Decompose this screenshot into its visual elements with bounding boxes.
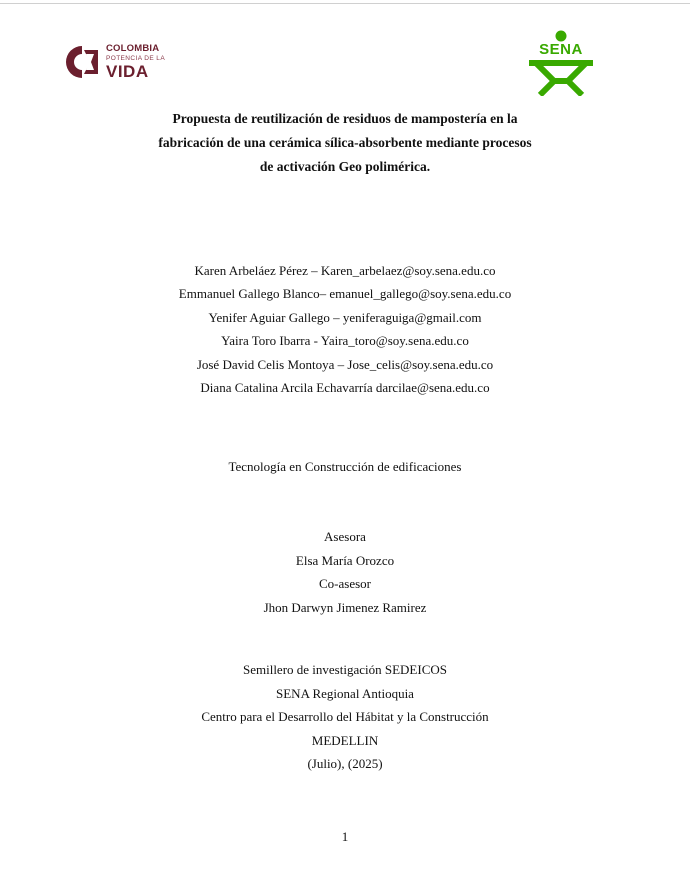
advisors-block <box>0 525 690 619</box>
logo-text-vida: VIDA <box>106 62 149 81</box>
author-entry: Yaira Toro Ibarra - Yaira_toro@soy.sena.edu.co <box>221 333 469 349</box>
title-line: fabricación de una cerámica sílica-absorbente mediante procesos <box>158 135 532 150</box>
title-line: Propuesta de reutilización de residuos de mampostería en la <box>172 111 518 126</box>
institution-block <box>0 658 690 776</box>
author-entry: Diana Catalina Arcila Echavarría darcilae@sena.edu.co <box>200 380 490 396</box>
research-group: Semillero de investigación SEDEICOS <box>242 662 447 677</box>
title-line: de activación Geo polimérica. <box>259 159 431 174</box>
logo-text-colombia: COLOMBIA <box>106 43 160 54</box>
authors-list <box>0 259 690 399</box>
coadvisor-label: Co-asesor <box>319 576 371 592</box>
colombia-logo-icon <box>64 44 100 80</box>
page-top-border <box>0 3 690 4</box>
program-name: Tecnología en Construcción de edificaciones <box>228 459 462 474</box>
colombia-potencia-de-la-vida-logo <box>64 44 165 80</box>
logo-text-potencia: POTENCIA DE LA <box>106 54 166 62</box>
document-title <box>0 107 690 179</box>
center-name: Centro para el Desarrollo del Hábitat y la Construcción <box>201 709 489 725</box>
advisor-name: Elsa María Orozco <box>295 552 395 568</box>
author-entry: Yenifer Aguiar Gallego – yeniferaguiga@gmail.com <box>208 309 482 325</box>
author-entry: José David Celis Montoya – Jose_celis@soy.sena.edu.co <box>196 356 494 372</box>
coadvisor-name: Jhon Darwyn Jimenez Ramirez <box>263 599 427 615</box>
author-entry: Karen Arbeláez Pérez – Karen_arbelaez@soy.sena.edu.co <box>194 263 496 278</box>
sena-logo-text: SENA <box>539 41 583 58</box>
page-number: 1 <box>341 829 349 844</box>
author-entry: Emmanuel Gallego Blanco– emanuel_gallego@soy.sena.edu.co <box>178 286 512 302</box>
advisor-label: Asesora <box>324 529 366 544</box>
regional-name: SENA Regional Antioquia <box>276 685 414 701</box>
document-date: (Julio), (2025) <box>307 756 383 772</box>
sena-figure-icon <box>526 30 596 96</box>
city-name: MEDELLIN <box>311 732 379 748</box>
sena-logo <box>526 30 596 96</box>
